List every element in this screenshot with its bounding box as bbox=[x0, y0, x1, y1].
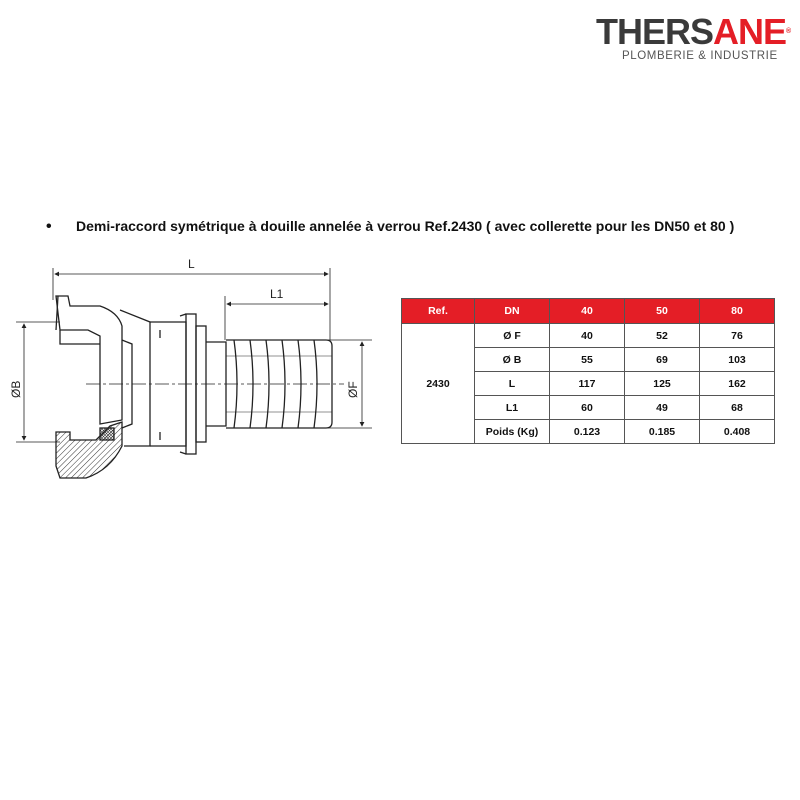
table-cell: 117 bbox=[550, 372, 625, 396]
table-cell: 125 bbox=[625, 372, 700, 396]
dimension-L1 bbox=[225, 296, 328, 340]
label-L1: L1 bbox=[270, 287, 284, 301]
brand-name-part2: ANE bbox=[713, 11, 787, 52]
row-label: L bbox=[475, 372, 550, 396]
table-cell: 76 bbox=[700, 324, 775, 348]
label-OF: ØF bbox=[346, 381, 360, 398]
label-OB: ØB bbox=[9, 380, 23, 398]
row-label: Ø B bbox=[475, 348, 550, 372]
row-label: Ø F bbox=[475, 324, 550, 348]
table-row bbox=[402, 324, 775, 348]
trademark-symbol: ® bbox=[786, 28, 791, 35]
table-cell: 0.408 bbox=[700, 420, 775, 444]
bullet-point: • bbox=[46, 218, 52, 235]
product-heading-text: Demi-raccord symétrique à douille annelée à verrou Ref.2430 ( avec collerette pour les DN50 et 80 ) bbox=[76, 218, 735, 234]
technical-drawing bbox=[0, 250, 390, 490]
brand-logo bbox=[596, 11, 791, 62]
row-label: Poids (Kg) bbox=[475, 420, 550, 444]
label-L: L bbox=[188, 257, 195, 271]
table-cell: 0.123 bbox=[550, 420, 625, 444]
header-dn-80: 80 bbox=[700, 299, 775, 324]
row-label: L1 bbox=[475, 396, 550, 420]
header-dn: DN bbox=[475, 299, 550, 324]
table-cell: 68 bbox=[700, 396, 775, 420]
coupling-head bbox=[56, 296, 150, 478]
table-cell: 60 bbox=[550, 396, 625, 420]
brand-name-part1: THERS bbox=[596, 11, 714, 52]
brand-wordmark bbox=[596, 12, 790, 52]
table-header-row bbox=[402, 299, 775, 324]
product-heading bbox=[46, 218, 786, 236]
header-dn-50: 50 bbox=[625, 299, 700, 324]
brand-tagline: PLOMBERIE & INDUSTRIE bbox=[622, 50, 778, 62]
table-cell: 69 bbox=[625, 348, 700, 372]
table-cell: 55 bbox=[550, 348, 625, 372]
table-cell: 49 bbox=[625, 396, 700, 420]
table-cell: 40 bbox=[550, 324, 625, 348]
header-ref: Ref. bbox=[402, 299, 475, 324]
table-cell: 0.185 bbox=[625, 420, 700, 444]
table-cell: 162 bbox=[700, 372, 775, 396]
ref-cell: 2430 bbox=[402, 324, 475, 444]
header-dn-40: 40 bbox=[550, 299, 625, 324]
spec-table bbox=[401, 298, 775, 444]
table-cell: 52 bbox=[625, 324, 700, 348]
table-cell: 103 bbox=[700, 348, 775, 372]
